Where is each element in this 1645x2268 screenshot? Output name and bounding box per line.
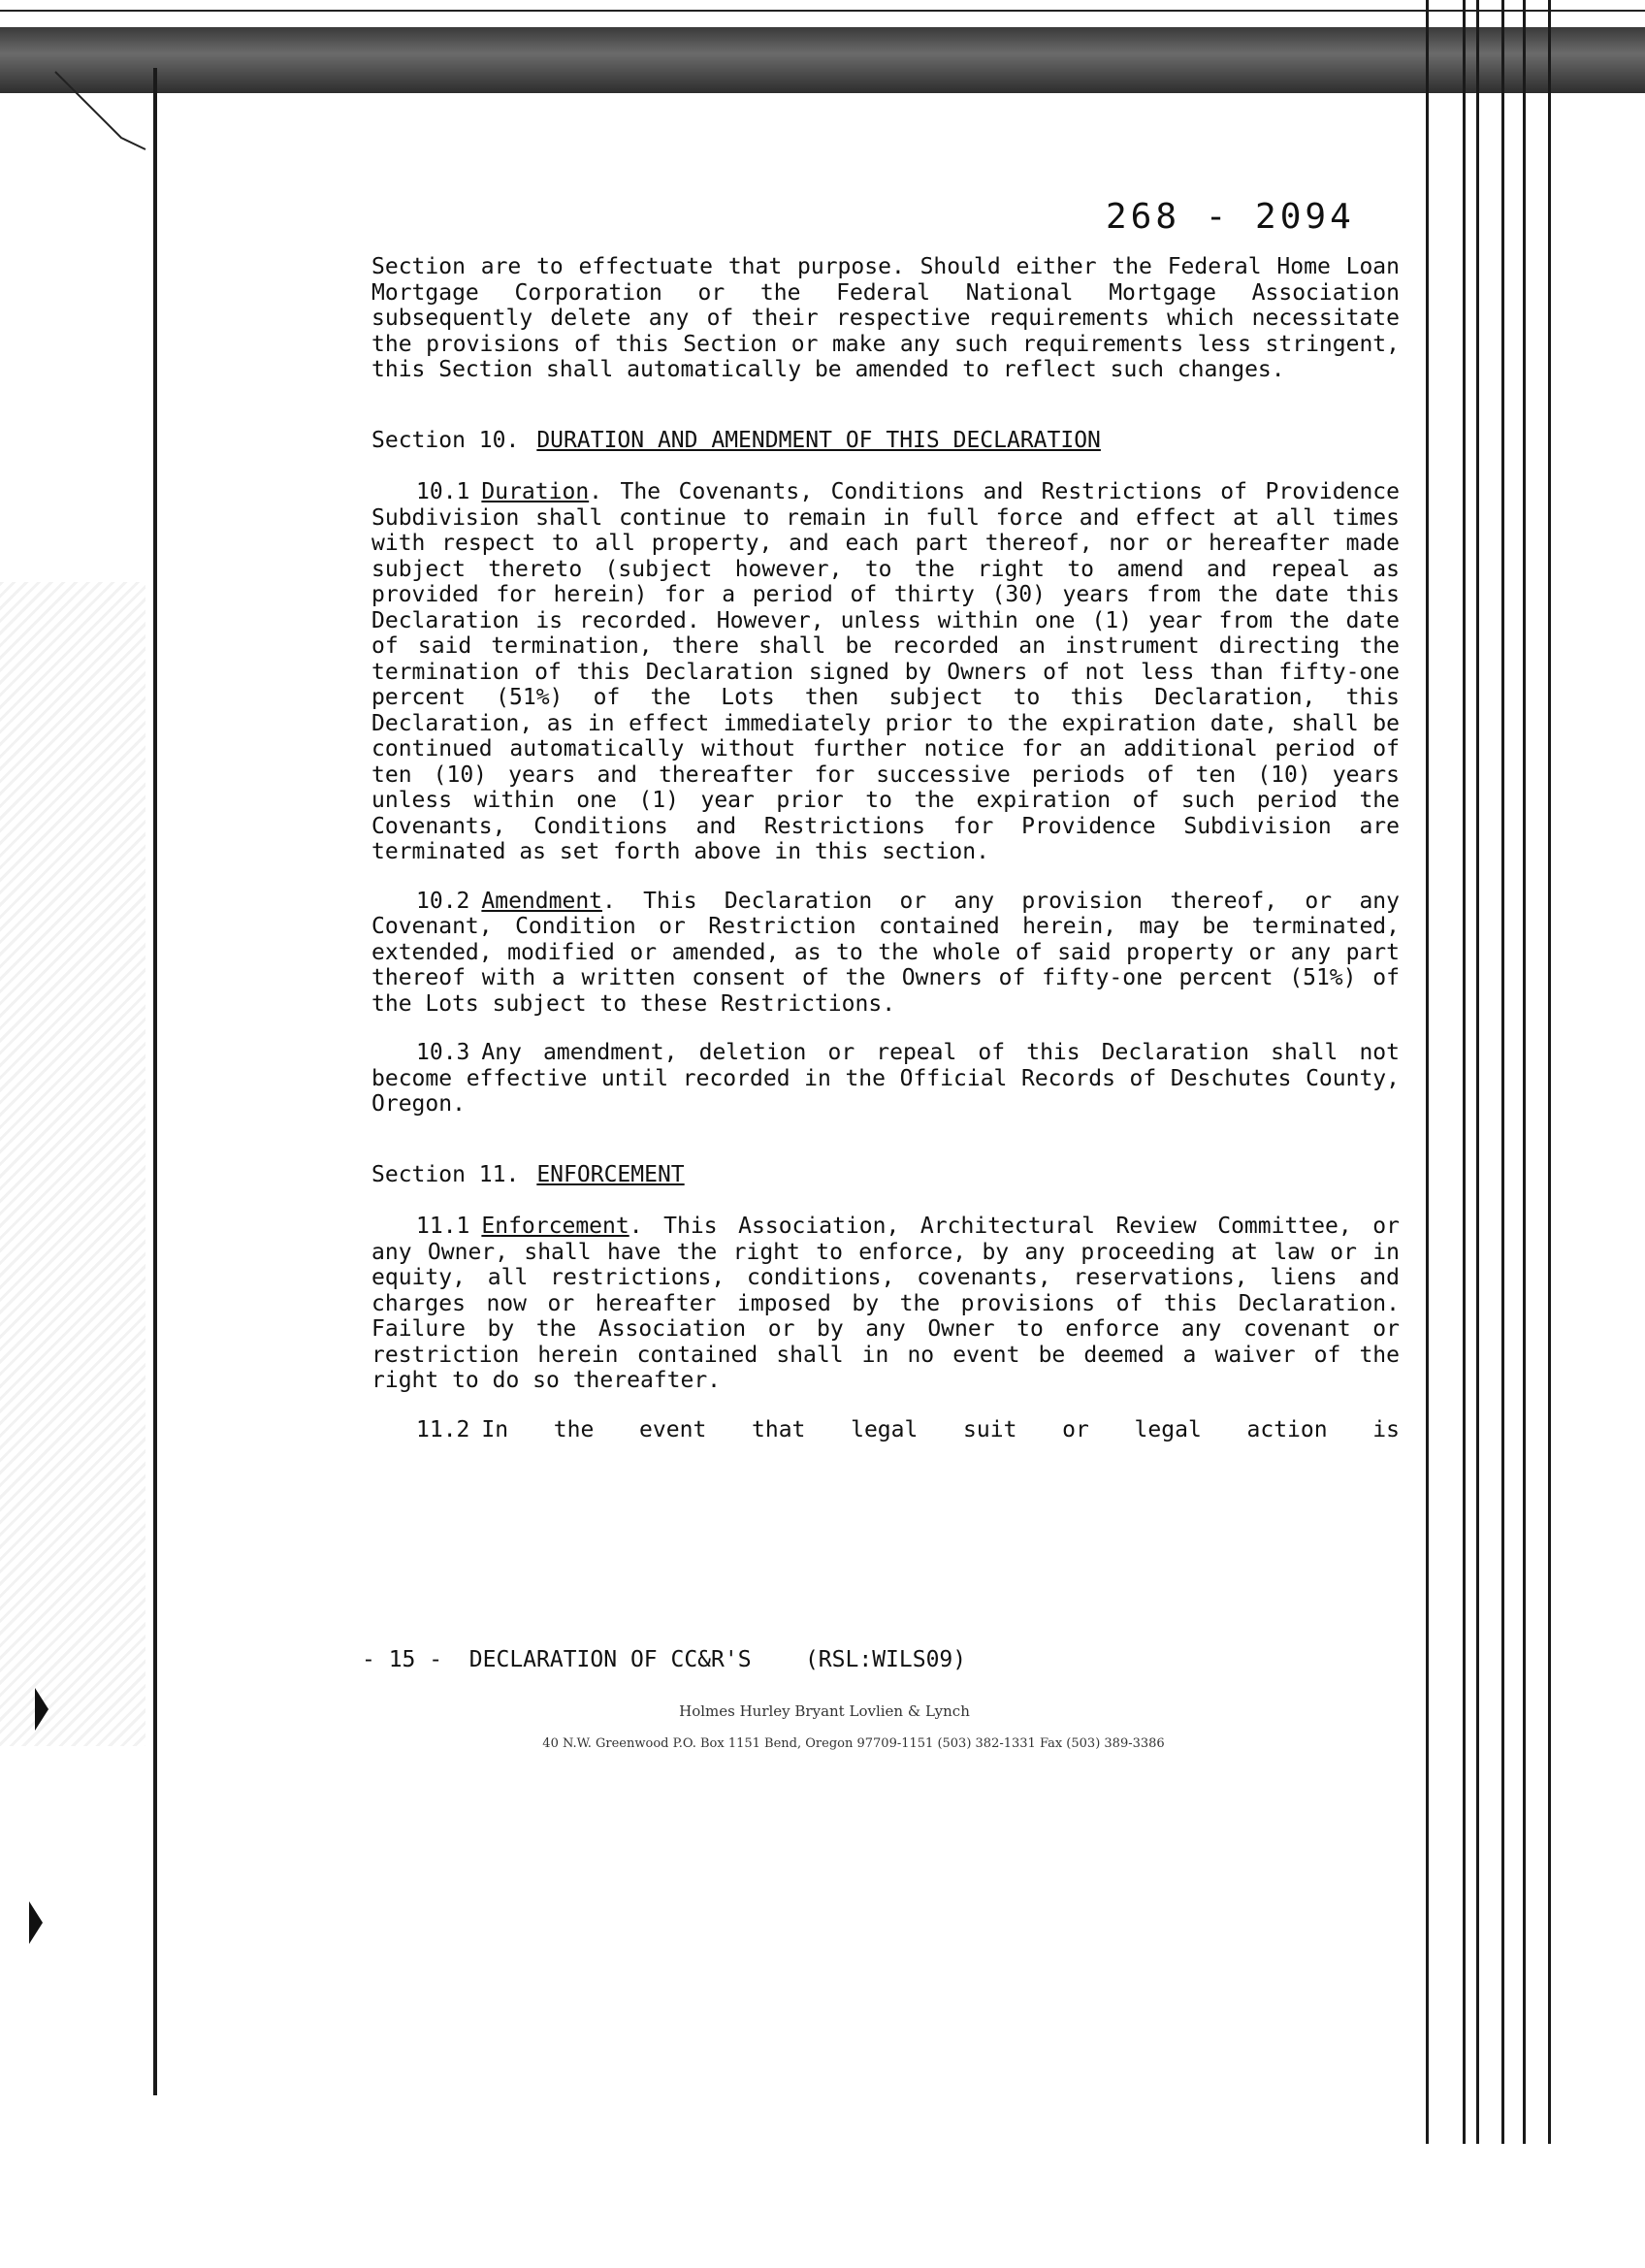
scan-corner-stroke <box>53 70 150 157</box>
scan-top-band <box>0 27 1645 93</box>
law-firm-address: 40 N.W. Greenwood P.O. Box 1151 Bend, Oregon 97709-1151 (503) 382-1331 Fax (503) 389-3386 <box>542 1736 1165 1751</box>
scan-right-line <box>1426 0 1429 2144</box>
paragraph-number: 11.1 <box>416 1214 470 1239</box>
paragraph-text: . The Covenants, Conditions and Restrictions of Providence Subdivision shall continue to remain in full force and effect at all times with respect to all property, and each part thereof, nor or hereafter made subject thereto (subject however, to the right to amend and repeal as provided for herein) for a period of thirty (30) years from the date this Declaration is recorded. However, unless within one (1) year from the date of said termination, there shall be recorded an instrument directing the termination of this Declaration signed by Owners of not less than fifty-one percent (51%) of the Lots then subject to this Declaration, this Declaration, as in effect immediately prior to the expiration date, shall be continued automatically without further notice for an additional period of ten (10) years and thereafter for successive periods of ten (10) years unless within one (1) year prior to the expiration of such period the Covenants, Conditions and Restrictions for Providence Subdivision are terminated as set forth above in this section. <box>371 479 1400 864</box>
scan-edge-mark <box>29 1901 43 1944</box>
paragraph-text: In the event that legal suit or legal action is <box>481 1416 1400 1442</box>
scan-right-line <box>1463 0 1466 2144</box>
scan-right-line <box>1523 0 1526 2144</box>
paragraph-text: Any amendment, deletion or repeal of this Declaration shall not become effective until recorded in the Official Records of Deschutes County, Oregon. <box>371 1040 1400 1117</box>
scan-right-line <box>1501 0 1504 2144</box>
law-firm-name: Holmes Hurley Bryant Lovlien & Lynch <box>679 1702 970 1720</box>
paragraph-10-2 <box>371 889 1400 1018</box>
paragraph-heading: Duration <box>481 479 590 504</box>
paragraph-11-2 <box>371 1417 1400 1443</box>
paragraph-text: . This Declaration or any provision thereof, or any Covenant, Condition or Restriction contained herein, may be terminated, extended, modified or amended, as to the whole of said property or any part thereof with a written consent of the Owners of fifty-one percent (51%) of the Lots subject to these Restrictions. <box>371 888 1400 1017</box>
paragraph-number: 11.2 <box>416 1416 470 1442</box>
paragraph-number: 10.2 <box>416 888 470 914</box>
section-10-heading <box>371 428 1400 454</box>
paragraph-heading: Amendment <box>481 888 603 914</box>
scan-edge-mark <box>35 1688 48 1731</box>
section-11-heading <box>371 1162 1400 1188</box>
paragraph-10-3 <box>371 1040 1400 1118</box>
paragraph-text: . This Association, Architectural Review Committee, or any Owner, shall have the right to enforce, by any proceeding at law or in equity, all restrictions, conditions, covenants, reservations, liens and charges now or hereafter imposed by the provisions of this Declaration. Failure by the Association or by any Owner to enforce any covenant or restriction herein contained shall in no event be deemed a waiver of the right to do so thereafter. <box>371 1214 1400 1393</box>
paragraph-heading: Enforcement <box>481 1214 629 1239</box>
page-number: 268 - 2094 <box>1106 197 1355 237</box>
scan-right-line <box>1476 0 1479 2144</box>
paragraph-10-1 <box>371 479 1400 865</box>
section-11-title: ENFORCEMENT <box>536 1161 685 1187</box>
section-11-label: Section 11. <box>371 1161 520 1187</box>
paragraph-number: 10.1 <box>416 479 470 504</box>
paragraph-11-1 <box>371 1214 1400 1394</box>
document-body <box>371 254 1400 1442</box>
page-footer: - 15 - DECLARATION OF CC&R'S (RSL:WILS09) <box>362 1647 967 1672</box>
section-10-label: Section 10. <box>371 427 520 453</box>
section-10-title: DURATION AND AMENDMENT OF THIS DECLARATION <box>536 427 1101 453</box>
intro-paragraph: Section are to effectuate that purpose. Should either the Federal Home Loan Mortgage Corporation or the Federal National Mortgage Association subsequently delete any of their respective requirements which necessitate the provisions of this Section or make any such requirements less stringent, this Section shall automatically be amended to reflect such changes. <box>371 254 1400 382</box>
scan-right-line <box>1548 0 1551 2144</box>
scan-left-bar <box>153 68 157 2095</box>
scan-left-speckle <box>0 582 145 1746</box>
scan-top-rule <box>0 10 1645 12</box>
paragraph-number: 10.3 <box>416 1040 470 1065</box>
